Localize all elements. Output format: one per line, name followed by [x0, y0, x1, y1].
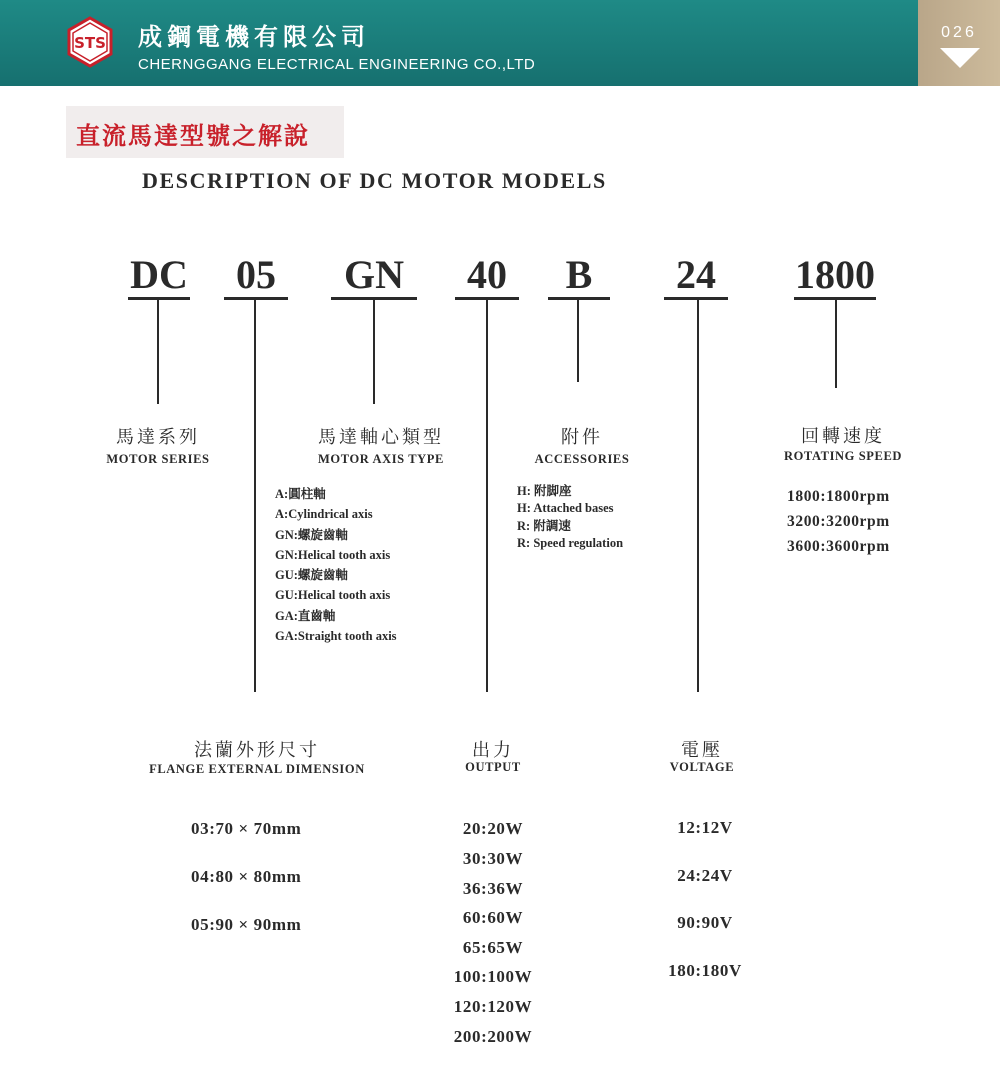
page-title-cn: 直流馬達型號之解說	[76, 122, 310, 150]
rotating-speed-label-cn: 回轉速度	[801, 426, 885, 447]
code-accessory: B	[565, 252, 593, 297]
voltage-value: 24:24V	[677, 866, 733, 885]
motor-series-label-en: MOTOR SERIES	[106, 452, 210, 466]
underline-series	[128, 297, 190, 300]
company-name-en: CHERNGGANG ELECTRICAL ENGINEERING CO.,LTD	[138, 56, 536, 73]
voltage-label-en: VOLTAGE	[669, 760, 735, 774]
code-output: 40	[467, 252, 507, 297]
speed-value: 3600:3600rpm	[787, 538, 890, 555]
output-value: 200:200W	[453, 1027, 533, 1046]
list-item: GA:直齒軸	[275, 608, 336, 623]
list-item: R: Speed regulation	[517, 536, 624, 551]
accessories-list	[517, 483, 623, 553]
axis-type-label-en: MOTOR AXIS TYPE	[318, 452, 444, 466]
underline-accessory	[548, 297, 610, 300]
list-item: GU:Helical tooth axis	[275, 588, 391, 603]
output-value: 36:36W	[462, 879, 524, 898]
code-voltage: 24	[676, 252, 716, 297]
accessories-label-en: ACCESSORIES	[534, 452, 630, 466]
speed-value: 3200:3200rpm	[787, 513, 890, 530]
sts-logo	[64, 16, 116, 68]
leader-series	[157, 298, 159, 404]
speed-value: 1800:1800rpm	[787, 488, 890, 505]
accessories-label-cn: 附件	[561, 427, 603, 448]
voltage-value: 180:180V	[668, 961, 742, 980]
output-value: 65:65W	[462, 938, 524, 957]
motor-series-label-cn: 馬達系列	[116, 427, 200, 448]
axis-type-list	[275, 484, 397, 646]
list-item: H: Attached bases	[517, 501, 614, 516]
flange-label-en: FLANGE EXTERNAL DIMENSION	[149, 762, 365, 776]
leader-output	[486, 298, 488, 692]
underline-voltage	[664, 297, 728, 300]
output-label-cn: 出力	[472, 740, 514, 761]
flange-label-cn: 法蘭外形尺寸	[194, 740, 320, 761]
down-arrow-icon	[940, 48, 980, 70]
list-item: A:Cylindrical axis	[275, 507, 373, 522]
list-item: R: 附調速	[517, 518, 571, 533]
output-label-en: OUTPUT	[465, 760, 521, 774]
leader-flange	[254, 298, 256, 692]
flange-value: 04:80 × 80mm	[191, 867, 302, 886]
output-value: 120:120W	[453, 997, 533, 1016]
page-tab	[918, 0, 1000, 86]
page-title-en: DESCRIPTION OF DC MOTOR MODELS	[142, 168, 607, 193]
code-series: DC	[130, 252, 188, 297]
axis-type-label-cn: 馬達軸心類型	[318, 427, 444, 448]
voltage-label-cn: 電壓	[681, 740, 723, 761]
list-item: GN:Helical tooth axis	[275, 547, 391, 562]
output-value: 20:20W	[462, 819, 524, 838]
underline-flange	[224, 297, 288, 300]
voltage-value: 12:12V	[677, 818, 733, 837]
company-name-cn: 成鋼電機有限公司	[138, 23, 370, 51]
voltage-value: 90:90V	[677, 913, 733, 932]
code-axis: GN	[344, 252, 404, 297]
leader-speed	[835, 298, 837, 388]
list-item: GA:Straight tooth axis	[275, 629, 397, 644]
output-value: 60:60W	[462, 908, 524, 927]
list-item: GN:螺旋齒軸	[275, 527, 348, 542]
list-item: H: 附脚座	[517, 484, 572, 498]
code-speed: 1800	[795, 252, 875, 297]
code-flange: 05	[236, 252, 276, 297]
leader-accessory	[577, 298, 579, 382]
leader-voltage	[697, 298, 699, 692]
flange-value: 03:70 × 70mm	[191, 819, 302, 838]
output-value: 30:30W	[462, 849, 524, 868]
leader-axis	[373, 298, 375, 404]
list-item: GU:螺旋齒軸	[275, 568, 348, 583]
page-number: 026	[941, 24, 977, 41]
rotating-speed-label-en: ROTATING SPEED	[783, 449, 903, 463]
list-item: A:圓柱軸	[275, 487, 326, 501]
output-value: 100:100W	[453, 967, 533, 986]
flange-value: 05:90 × 90mm	[191, 915, 302, 934]
logo-text: STS	[74, 34, 106, 52]
